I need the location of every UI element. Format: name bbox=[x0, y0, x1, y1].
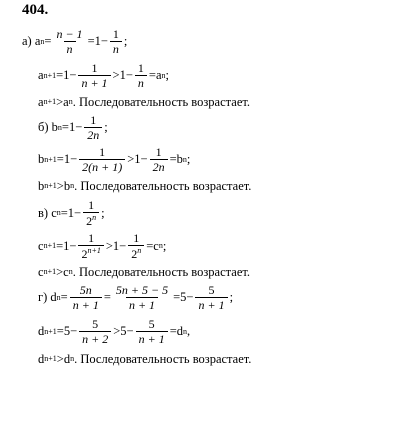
part-b-conclusion: b n+1 >b n . Последовательность возрастает. bbox=[38, 179, 252, 193]
fraction: $\frac{1}{2n}$ bbox=[150, 146, 168, 173]
part-d-label: г) d bbox=[38, 290, 57, 305]
part-b-comparison: b n+1 =1− $\frac{1}{2(n + 1)}$ >1− $\frac{1}{2n}$ =b n ; bbox=[38, 145, 191, 174]
part-a-definition: а) a n = $\frac{n - 1}{n}$ =1− $\frac{1}{n}$ ; bbox=[22, 27, 128, 56]
fraction: $\frac{1}{2^n}$ bbox=[128, 232, 144, 260]
fraction: $\frac{1}{2^n}$ bbox=[83, 199, 99, 227]
fraction: $\frac{5n}{n + 1}$ bbox=[70, 284, 102, 311]
part-d-comparison: d n+1 =5− $\frac{5}{n + 2}$ >5− $\frac{5}{n + 1}$ =d n , bbox=[38, 317, 191, 346]
fraction: $\frac{1}{n + 1}$ bbox=[78, 62, 110, 89]
part-c-definition: в) c n =1− $\frac{1}{2^n}$ ; bbox=[38, 198, 105, 228]
fraction: $\frac{5n + 5 - 5}{n + 1}$ bbox=[115, 283, 169, 312]
fraction: $\frac{1}{n}$ bbox=[110, 28, 122, 55]
part-a-comparison: a n+1 =1− $\frac{1}{n + 1}$ >1− $\frac{1}{n}$ =a n ; bbox=[38, 61, 169, 90]
part-c-comparison: c n+1 =1− $\frac{1}{2^{n+1}}$ >1− $\frac{1}{2^n}$ =c n ; bbox=[38, 231, 167, 261]
fraction: $\frac{1}{2^{n+1}}$ bbox=[78, 232, 103, 260]
part-d-conclusion: d n+1 >d n . Последовательность возрастает. bbox=[38, 352, 252, 366]
fraction: $\frac{1}{2(n + 1)}$ bbox=[79, 146, 125, 173]
part-c-label: в) c bbox=[38, 205, 57, 220]
fraction: $\frac{5}{n + 2}$ bbox=[79, 318, 111, 345]
fraction: $\frac{1}{2n}$ bbox=[84, 114, 102, 141]
part-b-definition: б) b n =1− $\frac{1}{2n}$ ; bbox=[38, 113, 108, 142]
fraction: $\frac{5}{n + 1}$ bbox=[195, 284, 227, 311]
part-a-label: а) a bbox=[22, 34, 41, 49]
part-d-definition: г) d n = $\frac{5n}{n + 1}$ = $\frac{5n + 5 - 5}{n + 1}$ =5− $\frac{5}{n + 1}$ ; bbox=[38, 283, 234, 312]
fraction: $\frac{1}{n}$ bbox=[135, 62, 147, 89]
fraction: $\frac{n - 1}{n}$ bbox=[56, 27, 83, 56]
part-c-conclusion: c n+1 >c n . Последовательность возрастает. bbox=[38, 265, 251, 279]
part-a-conclusion: a n+1 >a n . Последовательность возрастает. bbox=[38, 95, 251, 109]
fraction: $\frac{5}{n + 1}$ bbox=[136, 318, 168, 345]
problem-number: 404. bbox=[22, 2, 49, 18]
part-b-label: б) b bbox=[38, 120, 58, 135]
